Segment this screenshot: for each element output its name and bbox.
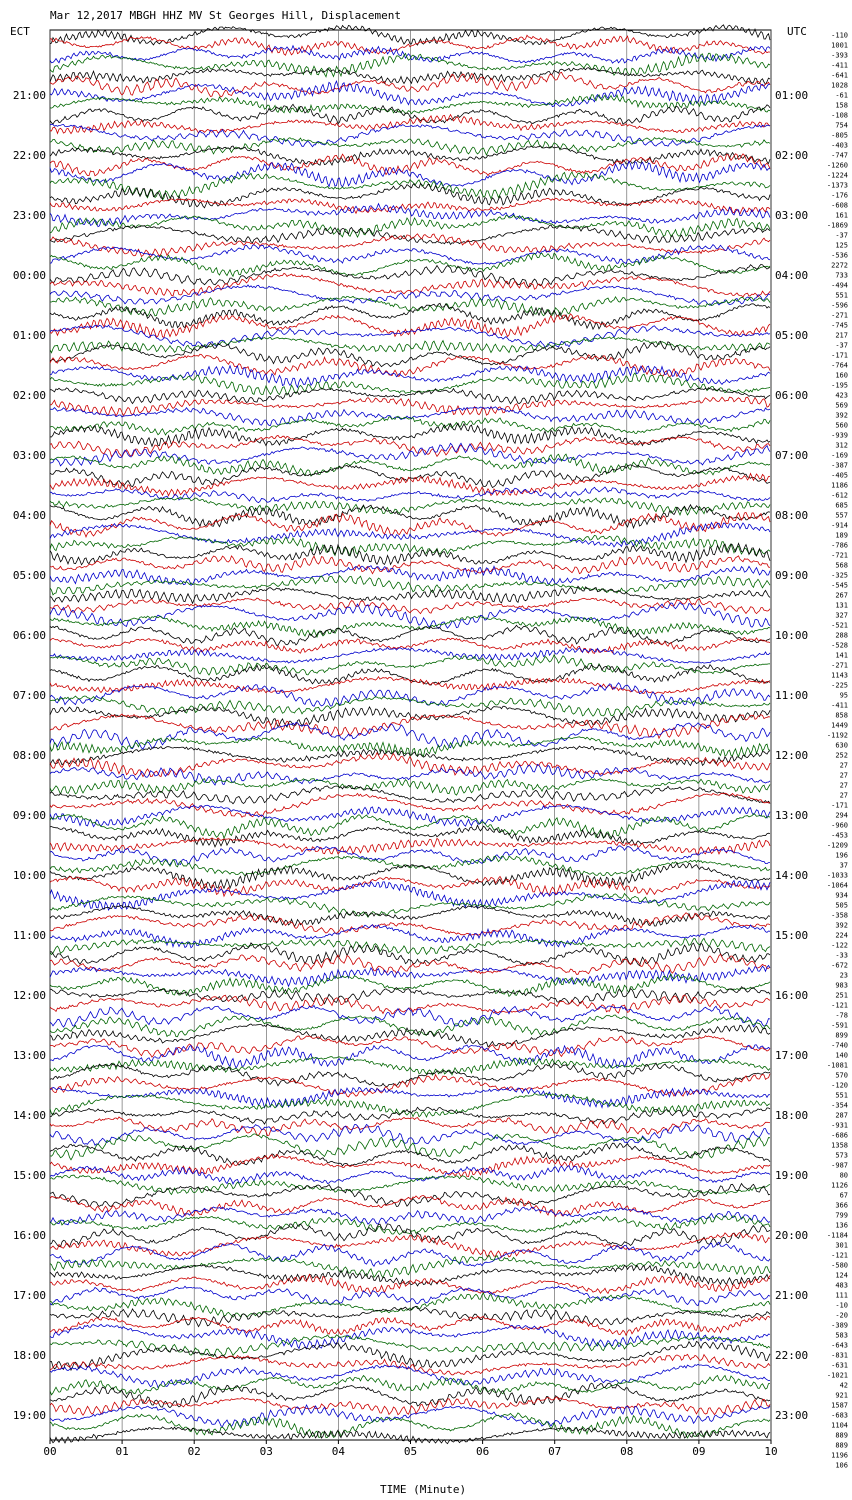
trace-offset-label: 583 (835, 1331, 848, 1340)
trace-offset-label: 124 (835, 1271, 848, 1280)
seismic-trace (50, 303, 770, 329)
left-hour-label: 05:00 (12, 569, 46, 582)
left-hour-label: 22:00 (12, 149, 46, 162)
seismic-trace (50, 373, 770, 395)
x-tick-label: 06 (475, 1445, 490, 1458)
trace-offset-label: 1143 (831, 671, 848, 680)
left-hour-label: 16:00 (12, 1229, 46, 1242)
seismic-trace (50, 665, 770, 685)
trace-offset-label: 1587 (831, 1401, 848, 1410)
left-hour-label: 18:00 (12, 1349, 46, 1362)
trace-offset-label: -987 (831, 1161, 848, 1170)
trace-offset-label: -740 (831, 1041, 848, 1050)
trace-offset-label: 483 (835, 1281, 848, 1290)
trace-offset-label: -591 (831, 1021, 848, 1030)
seismic-trace (50, 341, 770, 367)
left-hour-label: 07:00 (12, 689, 46, 702)
x-tick-label: 04 (331, 1445, 346, 1458)
left-timezone-label: ECT (10, 25, 30, 38)
trace-offset-label: 392 (835, 411, 848, 420)
trace-offset-label: -747 (831, 151, 848, 160)
trace-offset-label: -831 (831, 1351, 848, 1360)
seismic-trace (50, 1256, 770, 1278)
trace-offset-label: 1126 (831, 1181, 848, 1190)
seismic-trace (50, 225, 770, 244)
trace-offset-label: -612 (831, 491, 848, 500)
seismic-trace (50, 863, 770, 888)
right-hour-label: 10:00 (775, 629, 809, 642)
trace-offset-label: -37 (835, 231, 848, 240)
left-hour-label: 04:00 (12, 509, 46, 522)
trace-offset-label: -389 (831, 1321, 848, 1330)
seismic-trace (50, 714, 770, 738)
seismic-trace (50, 1242, 770, 1266)
trace-offset-label: 294 (835, 811, 848, 820)
seismic-trace (50, 737, 770, 757)
x-tick-label: 09 (692, 1445, 706, 1458)
right-timezone-label: UTC (787, 25, 807, 38)
trace-offset-label: -580 (831, 1261, 848, 1270)
left-hour-label: 14:00 (12, 1109, 46, 1122)
trace-offset-label: 327 (835, 611, 848, 620)
trace-offset-label: -683 (831, 1411, 848, 1420)
trace-offset-label: 252 (835, 751, 848, 760)
trace-offset-label: -786 (831, 541, 848, 550)
trace-offset-label: -745 (831, 321, 848, 330)
seismic-trace (50, 966, 770, 987)
trace-offset-label: 630 (835, 741, 848, 750)
seismic-trace (50, 1335, 770, 1357)
trace-offset-label: 799 (835, 1211, 848, 1220)
seismic-trace (50, 285, 770, 305)
trace-offset-label: 27 (839, 761, 848, 770)
trace-offset-label: -453 (831, 831, 848, 840)
seismic-trace (50, 1324, 770, 1348)
trace-offset-label: 106 (835, 1461, 848, 1470)
trace-offset-label: -641 (831, 71, 848, 80)
trace-offset-label: 551 (835, 291, 848, 300)
trace-offset-label: -195 (831, 381, 848, 390)
trace-offset-label: -411 (831, 701, 848, 710)
trace-offset-label: -494 (831, 281, 848, 290)
seismic-trace (50, 95, 770, 114)
seismic-trace (50, 938, 770, 954)
trace-offset-label: 189 (835, 531, 848, 540)
trace-offset-label: -225 (831, 681, 848, 690)
trace-offset-label: 392 (835, 921, 848, 930)
seismic-trace (50, 706, 770, 727)
trace-offset-label: 141 (835, 651, 848, 660)
right-hour-label: 03:00 (775, 209, 809, 222)
trace-offset-label: -1081 (826, 1061, 848, 1070)
seismic-trace (50, 474, 770, 496)
seismic-trace (50, 603, 770, 629)
left-hour-label: 23:00 (12, 209, 46, 222)
seismic-trace (50, 161, 770, 187)
trace-offset-label: 983 (835, 981, 848, 990)
trace-offset-label: 934 (835, 891, 848, 900)
seismic-trace (50, 1405, 770, 1427)
seismic-trace (50, 846, 770, 865)
left-hour-label: 10:00 (12, 869, 46, 882)
trace-offset-label: 921 (835, 1391, 848, 1400)
left-hour-label: 08:00 (12, 749, 46, 762)
right-hour-label: 08:00 (775, 509, 809, 522)
trace-offset-label: 23 (839, 971, 848, 980)
trace-offset-label: 570 (835, 1071, 848, 1080)
trace-offset-label: 1196 (831, 1451, 848, 1460)
trace-offset-label: -805 (831, 131, 848, 140)
left-hour-label: 01:00 (12, 329, 46, 342)
seismic-trace (50, 1057, 770, 1075)
left-hour-label: 09:00 (12, 809, 46, 822)
left-hour-label: 19:00 (12, 1409, 46, 1422)
seismic-trace (50, 1045, 770, 1068)
seismic-trace (50, 264, 770, 287)
trace-offset-label: -528 (831, 641, 848, 650)
seismic-trace (50, 124, 770, 146)
trace-offset-label: 889 (835, 1431, 848, 1440)
seismic-trace (50, 1293, 770, 1317)
seismic-trace (50, 677, 770, 694)
trace-offset-labels (827, 32, 848, 1470)
trace-offset-label: 42 (839, 1381, 848, 1390)
trace-offset-label: -169 (831, 451, 848, 460)
trace-offset-label: 158 (835, 101, 848, 110)
trace-offset-label: 551 (835, 1091, 848, 1100)
trace-offset-label: -120 (831, 1081, 848, 1090)
trace-offset-label: 2272 (831, 261, 848, 270)
x-tick-label: 07 (548, 1445, 562, 1458)
trace-offset-label: 267 (835, 591, 848, 600)
trace-offset-label: -271 (831, 661, 848, 670)
seismic-trace (50, 314, 770, 337)
seismic-trace (50, 556, 770, 574)
trace-offset-label: -171 (831, 351, 848, 360)
seismic-trace (50, 805, 770, 826)
seismic-trace (50, 1376, 770, 1395)
trace-offset-label: -914 (831, 521, 848, 530)
seismic-trace (50, 25, 770, 45)
trace-offset-label: 899 (835, 1031, 848, 1040)
trace-offset-label: 301 (835, 1241, 848, 1250)
trace-offset-label: -672 (831, 961, 848, 970)
trace-offset-label: 136 (835, 1221, 848, 1230)
right-hour-label: 12:00 (775, 749, 809, 762)
trace-offset-label: 95 (839, 691, 848, 700)
trace-offset-label: -358 (831, 911, 848, 920)
right-hour-label: 05:00 (775, 329, 809, 342)
trace-offset-label: 27 (839, 771, 848, 780)
right-hour-label: 21:00 (775, 1289, 809, 1302)
trace-offset-label: 1449 (831, 721, 848, 730)
left-hour-label: 12:00 (12, 989, 46, 1002)
seismic-trace (50, 72, 770, 97)
x-tick-label: 05 (403, 1445, 418, 1458)
left-hour-labels (13, 89, 46, 1422)
seismic-trace (50, 943, 770, 966)
trace-offset-label: 754 (835, 121, 848, 130)
trace-offset-label: 287 (835, 1111, 848, 1120)
trace-offset-label: -939 (831, 431, 848, 440)
trace-offset-label: 67 (839, 1191, 848, 1200)
right-hour-label: 14:00 (775, 869, 809, 882)
right-hour-label: 17:00 (775, 1049, 809, 1062)
x-tick-label: 03 (259, 1445, 273, 1458)
trace-offset-label: -960 (831, 821, 848, 830)
trace-offset-label: 569 (835, 401, 848, 410)
trace-offset-label: -108 (831, 111, 848, 120)
seismic-trace (50, 1006, 770, 1028)
seismic-trace (50, 1413, 770, 1438)
trace-offset-label: -1033 (826, 871, 848, 880)
right-hour-labels (775, 89, 808, 1422)
trace-offset-label: -1373 (826, 181, 848, 190)
x-tick-label: 02 (187, 1445, 201, 1458)
right-hour-label: 15:00 (775, 929, 809, 942)
trace-offset-label: -643 (831, 1341, 848, 1350)
trace-offset-label: -596 (831, 301, 848, 310)
seismic-trace (50, 1155, 770, 1177)
seismic-trace (50, 1354, 770, 1375)
seismic-trace (50, 68, 770, 85)
trace-offset-label: -271 (831, 311, 848, 320)
right-hour-label: 06:00 (775, 389, 809, 402)
trace-offset-label: 1001 (831, 41, 848, 50)
trace-offset-label: 573 (835, 1151, 848, 1160)
trace-offset-label: -110 (831, 31, 848, 40)
seismic-trace (50, 723, 770, 750)
right-hour-label: 20:00 (775, 1229, 809, 1242)
trace-offset-label: 423 (835, 391, 848, 400)
seismic-trace (50, 1265, 770, 1286)
left-hour-label: 06:00 (12, 629, 46, 642)
trace-offset-label: -721 (831, 551, 848, 560)
x-axis-ticks (43, 1440, 777, 1458)
trace-offset-label: -325 (831, 571, 848, 580)
seismic-trace (50, 1286, 770, 1306)
trace-offset-label: 1028 (831, 81, 848, 90)
seismic-trace (50, 648, 770, 664)
trace-offset-label: 251 (835, 991, 848, 1000)
trace-offset-label: -1209 (826, 841, 848, 850)
trace-offset-label: 1104 (831, 1421, 848, 1430)
x-axis-label: TIME (Minute) (380, 1483, 467, 1496)
right-hour-label: 13:00 (775, 809, 809, 822)
trace-offset-label: -387 (831, 461, 848, 470)
left-hour-label: 17:00 (12, 1289, 46, 1302)
trace-offset-label: -545 (831, 581, 848, 590)
trace-offset-label: -171 (831, 801, 848, 810)
trace-offset-label: -20 (835, 1311, 848, 1320)
left-hour-label: 03:00 (12, 449, 46, 462)
seismic-trace (50, 696, 770, 716)
seismic-trace (50, 497, 770, 515)
trace-offset-label: -536 (831, 251, 848, 260)
trace-offset-label: 1186 (831, 481, 848, 490)
trace-offset-label: 27 (839, 791, 848, 800)
trace-offset-label: -122 (831, 941, 848, 950)
trace-offset-label: 312 (835, 441, 848, 450)
right-hour-label: 04:00 (775, 269, 809, 282)
trace-offset-label: 889 (835, 1441, 848, 1450)
seismic-trace (50, 535, 770, 555)
trace-offset-label: 685 (835, 501, 848, 510)
trace-offset-label: 505 (835, 901, 848, 910)
seismic-trace (50, 995, 770, 1014)
left-hour-label: 02:00 (12, 389, 46, 402)
trace-offset-label: 733 (835, 271, 848, 280)
seismic-trace (50, 576, 770, 595)
seismic-trace (50, 586, 770, 603)
seismic-trace (50, 435, 770, 457)
seismic-trace (50, 416, 770, 435)
right-hour-label: 22:00 (775, 1349, 809, 1362)
trace-offset-label: -121 (831, 1251, 848, 1260)
right-hour-label: 11:00 (775, 689, 809, 702)
x-tick-label: 01 (115, 1445, 129, 1458)
trace-offset-label: 560 (835, 421, 848, 430)
seismic-trace (50, 273, 770, 297)
trace-offset-label: 80 (839, 1171, 848, 1180)
trace-offset-label: -608 (831, 201, 848, 210)
seismic-trace (50, 764, 770, 785)
trace-offset-label: -121 (831, 1001, 848, 1010)
seismic-trace (50, 46, 770, 63)
trace-offset-label: -354 (831, 1101, 848, 1110)
right-hour-label: 01:00 (775, 89, 809, 102)
trace-layer (50, 25, 770, 1444)
right-hour-label: 23:00 (775, 1409, 809, 1422)
trace-offset-label: 557 (835, 511, 848, 520)
left-hour-label: 13:00 (12, 1049, 46, 1062)
left-hour-label: 21:00 (12, 89, 46, 102)
seismic-trace (50, 625, 770, 645)
x-tick-label: 08 (620, 1445, 634, 1458)
trace-offset-label: -176 (831, 191, 848, 200)
trace-offset-label: 217 (835, 331, 848, 340)
seismic-trace (50, 925, 770, 948)
seismic-trace (50, 1036, 770, 1057)
right-hour-label: 07:00 (775, 449, 809, 462)
trace-offset-label: 111 (835, 1291, 848, 1300)
trace-offset-label: -78 (835, 1011, 848, 1020)
trace-offset-label: -61 (835, 91, 848, 100)
trace-offset-label: -1192 (826, 731, 848, 740)
trace-offset-label: -631 (831, 1361, 848, 1370)
right-hour-label: 09:00 (775, 569, 809, 582)
x-tick-label: 00 (43, 1445, 57, 1458)
trace-offset-label: -393 (831, 51, 848, 60)
trace-offset-label: -1064 (826, 881, 848, 890)
seismic-trace (50, 753, 770, 777)
right-hour-label: 19:00 (775, 1169, 809, 1182)
seismic-trace (50, 894, 770, 918)
chart-title: Mar 12,2017 MBGH HHZ MV St Georges Hill, Displacement (50, 9, 401, 22)
seismic-trace (50, 987, 770, 1004)
trace-offset-label: -405 (831, 471, 848, 480)
trace-offset-label: -521 (831, 621, 848, 630)
seismic-trace (50, 296, 770, 316)
seismic-trace (50, 1107, 770, 1124)
trace-offset-label: 288 (835, 631, 848, 640)
left-hour-label: 00:00 (12, 269, 46, 282)
seismic-trace (50, 1216, 770, 1235)
left-hour-label: 11:00 (12, 929, 46, 942)
seismic-trace (50, 683, 770, 707)
seismic-trace (50, 543, 770, 564)
trace-offset-label: -1021 (826, 1371, 848, 1380)
trace-offset-label: -1224 (826, 171, 848, 180)
trace-offset-label: 161 (835, 211, 848, 220)
seismic-trace (50, 115, 770, 134)
seismic-trace (50, 1207, 770, 1225)
seismic-trace (50, 876, 770, 896)
seismic-trace (50, 1063, 770, 1087)
trace-offset-label: 224 (835, 931, 848, 940)
right-hour-label: 18:00 (775, 1109, 809, 1122)
trace-offset-label: -403 (831, 141, 848, 150)
trace-offset-label: 1358 (831, 1141, 848, 1150)
seismic-trace (50, 465, 770, 488)
seismic-trace (50, 146, 770, 165)
trace-offset-label: 125 (835, 241, 848, 250)
trace-offset-label: -1260 (826, 161, 848, 170)
trace-offset-label: 140 (835, 1051, 848, 1060)
trace-offset-label: -686 (831, 1131, 848, 1140)
trace-offset-label: 160 (835, 371, 848, 380)
right-hour-label: 16:00 (775, 989, 809, 1002)
seismic-trace (50, 598, 770, 614)
trace-offset-label: -10 (835, 1301, 848, 1310)
trace-offset-label: -764 (831, 361, 848, 370)
trace-offset-label: 568 (835, 561, 848, 570)
left-hour-label: 15:00 (12, 1169, 46, 1182)
trace-offset-label: 366 (835, 1201, 848, 1210)
trace-offset-label: -37 (835, 341, 848, 350)
trace-offset-label: 196 (835, 851, 848, 860)
trace-offset-label: -1184 (826, 1231, 848, 1240)
trace-offset-label: 37 (839, 861, 848, 870)
seismic-trace (50, 616, 770, 637)
trace-offset-label: -931 (831, 1121, 848, 1130)
trace-offset-label: -33 (835, 951, 848, 960)
trace-offset-label: 858 (835, 711, 848, 720)
trace-offset-label: 131 (835, 601, 848, 610)
trace-offset-label: -1869 (826, 221, 848, 230)
trace-offset-label: -411 (831, 61, 848, 70)
trace-offset-label: 27 (839, 781, 848, 790)
x-tick-label: 10 (764, 1445, 778, 1458)
seismic-trace (50, 1306, 770, 1326)
right-hour-label: 02:00 (775, 149, 809, 162)
